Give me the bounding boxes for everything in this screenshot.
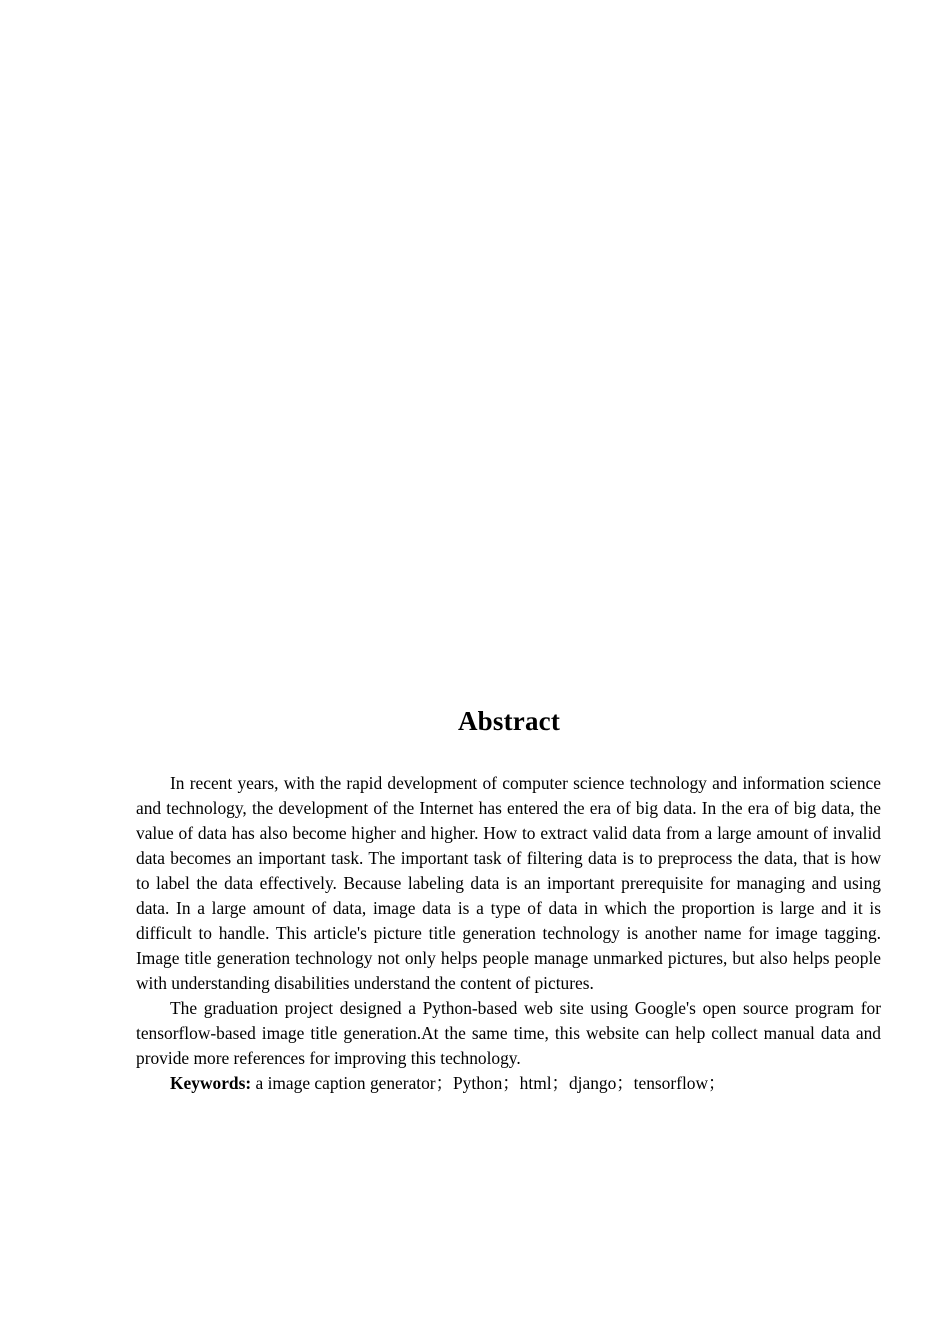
- keywords-value: a image caption generator；Python；html；django；tensorflow；: [251, 1073, 726, 1093]
- abstract-paragraph-1: In recent years, with the rapid development of computer science technology and information science and technology, the development of the Internet has entered the era of big data. In the era of big data, the value of data has also become higher and higher. How to extract valid data from a large amount of invalid data becomes an important task. The important task of filtering data is to preprocess the data, that is how to label the data effectively. Because labeling data is an important prerequisite for managing and using data. In a large amount of data, image data is a type of data in which the proportion is large and it is difficult to handle. This article's picture title generation technology is another name for image tagging. Image title generation technology not only helps people manage unmarked pictures, but also helps people with understanding disabilities understand the content of pictures.: [136, 773, 881, 993]
- abstract-body: [136, 771, 881, 1096]
- abstract-title: Abstract: [457, 706, 561, 736]
- keywords-label: Keywords:: [170, 1073, 252, 1093]
- keywords-line: [136, 1071, 881, 1096]
- abstract-paragraph-2: The graduation project designed a Python-based web site using Google's open source program for tensorflow-based image title generation.At the same time, this website can help collect manual data and provide more references for improving this technology.: [136, 998, 881, 1068]
